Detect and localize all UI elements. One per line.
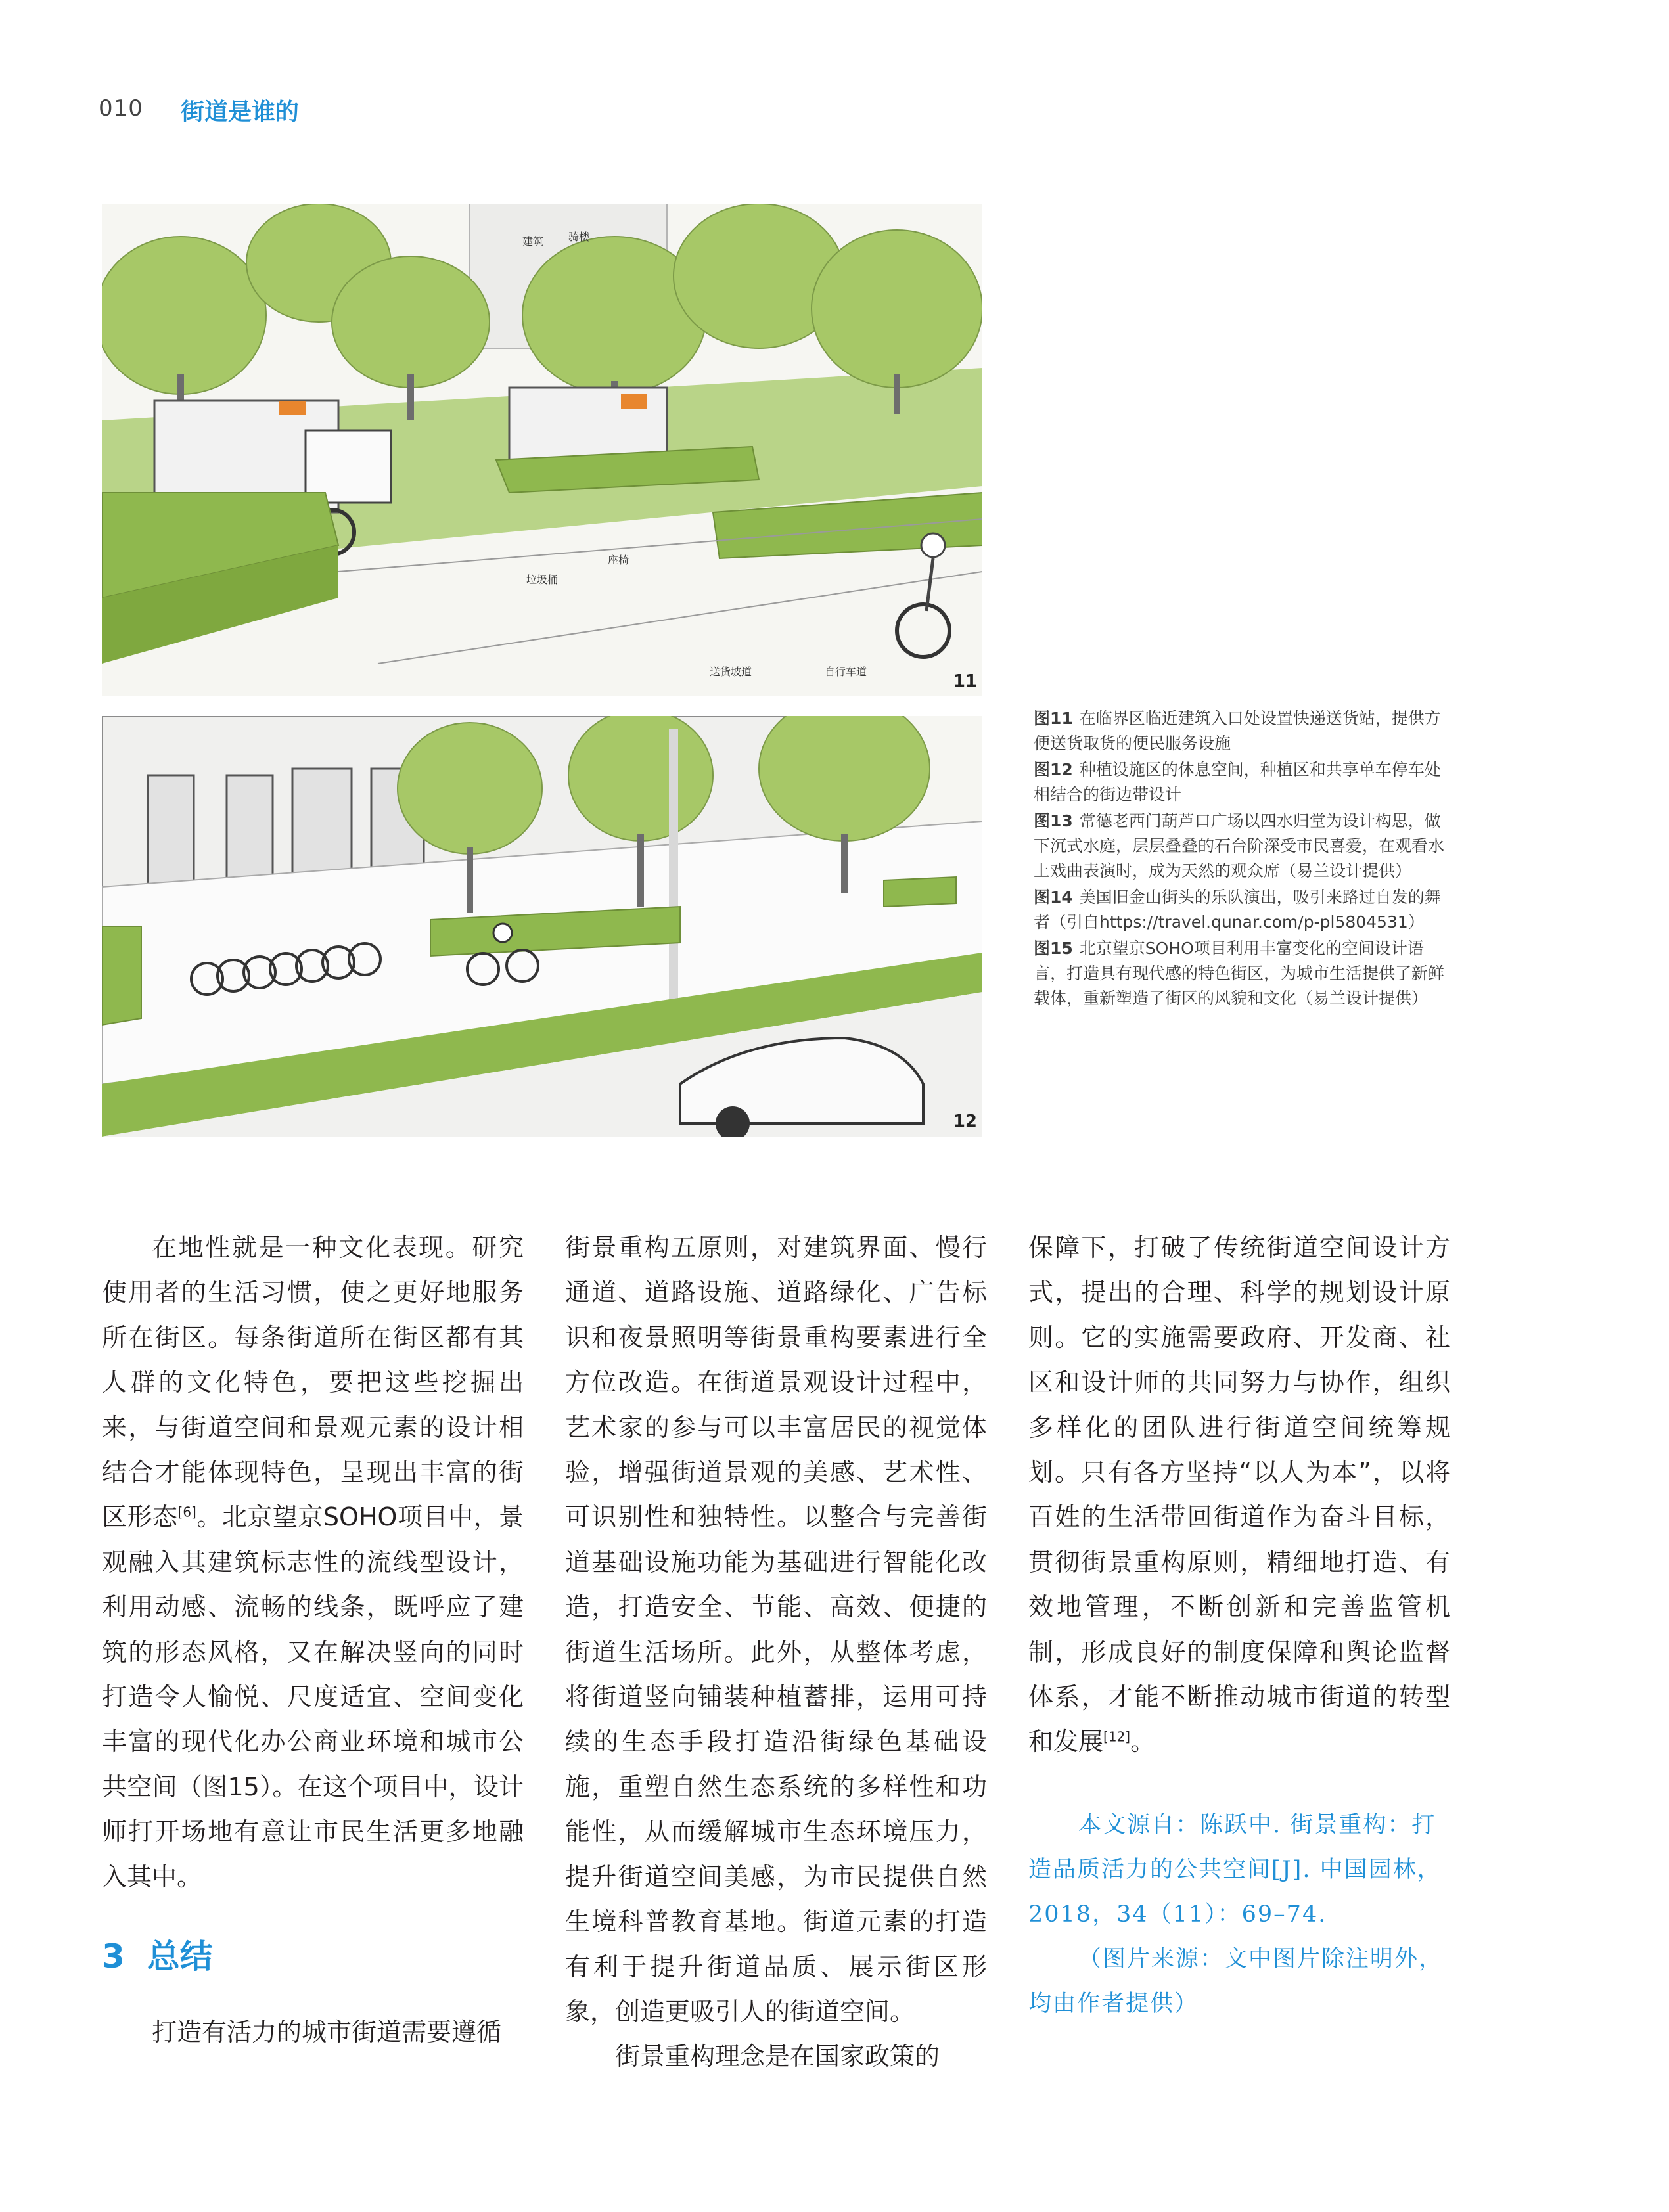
caption-fig11 [1034, 706, 1454, 756]
caption-fig14 [1034, 885, 1454, 935]
caption-number: 图14 [1034, 888, 1073, 907]
caption-text: 在临界区临近建筑入口处设置快递送货站，提供方便送货取货的便民服务设施 [1034, 709, 1441, 753]
section-number: 3 [102, 1937, 125, 1976]
image-source-note: （图片来源：文中图片除注明外，均由作者提供） [1028, 1945, 1444, 2017]
figure-12-number: 12 [953, 1112, 977, 1131]
figure-11-label-delivery-ramp: 送货坡道 [710, 666, 752, 678]
caption-number: 图15 [1034, 939, 1073, 958]
caption-text: 常德老西门葫芦口广场以四水归堂为设计构思，做下沉式水庭，层层叠叠的石台阶深受市民喜爱，在观看水上戏曲表演时，成为天然的观众席（易兰设计提供） [1034, 811, 1445, 880]
street-delivery-station-drawing [102, 204, 982, 696]
page-number: 010 [99, 95, 143, 122]
body-paragraph [102, 1225, 524, 1899]
figure-11-illustration [102, 204, 982, 696]
body-paragraph: 街景重构理念是在国家政策的 [615, 2042, 940, 2071]
body-text: 在地性就是一种文化表现。研究使用者的生活习惯，使之更好地服务所在街区。每条街道所在街区都有其人群的文化特色，要把这些挖掘出来，与街道空间和景观元素的设计相结合才能体现特色，呈现出丰富的街区形态 [102, 1233, 524, 1532]
body-paragraph [1028, 1225, 1450, 1765]
caption-number: 图12 [1034, 760, 1073, 779]
body-paragraph: 打造有活力的城市街道需要遵循 [152, 2018, 502, 2047]
citation-ref: [12] [1103, 1728, 1131, 1745]
figure-11-label-arcade: 骑楼 [568, 231, 590, 243]
figure-11-number: 11 [953, 671, 977, 691]
caption-text: 种植设施区的休息空间，种植区和共享单车停车处相结合的街边带设计 [1034, 760, 1441, 804]
caption-fig15 [1034, 936, 1454, 1011]
caption-fig12 [1034, 757, 1454, 807]
figure-11-label-trash-bin: 垃圾桶 [526, 574, 559, 586]
caption-number: 图13 [1034, 811, 1073, 830]
section-heading [102, 1933, 524, 1979]
body-column-1 [102, 1225, 524, 2055]
figure-12-illustration [102, 716, 982, 1137]
body-text: 。 [1130, 1727, 1156, 1757]
source-citation: 本文源自：陈跃中. 街景重构：打造品质活力的公共空间[J]. 中国园林，2018，34（11）：69–74. [1028, 1811, 1442, 1928]
body-column-2 [565, 1225, 987, 2079]
figure-11-label-building: 建筑 [522, 235, 544, 248]
caption-text: 美国旧金山街头的乐队演出，吸引来路过自发的舞者（引自https://travel.qunar.com/p-pl5804531） [1034, 888, 1441, 932]
figure-captions [1034, 706, 1454, 1012]
figure-11-label-bike-lane: 自行车道 [825, 666, 867, 678]
section-title: 总结 [147, 1937, 213, 1976]
figure-11-label-seat: 座椅 [608, 554, 629, 566]
running-title: 街道是谁的 [181, 99, 300, 125]
caption-text: 北京望京SOHO项目利用丰富变化的空间设计语言，打造具有现代感的特色街区，为城市生活提供了新鲜载体，重新塑造了街区的风貌和文化（易兰设计提供） [1034, 939, 1445, 1008]
planting-zone-bike-parking-drawing [102, 716, 982, 1137]
body-text: 。北京望京SOHO项目中，景观融入其建筑标志性的流线型设计，利用动感、流畅的线条，既呼应了建筑的形态风格，又在解决竖向的同时打造令人愉悦、尺度适宜、空间变化丰富的现代化办公商业环境和城市公共空间（图15）。在这个项目中，设计师打开场地有意让市民生活更多地融入其中。 [102, 1502, 524, 1891]
citation-ref: [6] [177, 1504, 196, 1520]
caption-number: 图11 [1034, 709, 1073, 728]
body-text: 保障下，打破了传统街道空间设计方式，提出的合理、科学的规划设计原则。它的实施需要政府、开发商、社区和设计师的共同努力与协作，组织多样化的团队进行街道空间统筹规划。只有各方坚持“以人为本”，以将百姓的生活带回街道作为奋斗目标，贯彻街景重构原则，精细地打造、有效地管理，不断创新和完善监管机制，形成良好的制度保障和舆论监督体系，才能不断推动城市街道的转型和发展 [1028, 1233, 1450, 1757]
body-paragraph: 街景重构五原则，对建筑界面、慢行通道、道路设施、道路绿化、广告标识和夜景照明等街景重构要素进行全方位改造。在街道景观设计过程中，艺术家的参与可以丰富居民的视觉体验，增强街道景观的美感、艺术性、可识别性和独特性。以整合与完善街道基础设施功能为基础进行智能化改造，打造安全、节能、高效、便捷的街道生活场所。此外，从整体考虑，将街道竖向铺装种植蓄排，运用可持续的生态手段打造沿街绿色基础设施，重塑自然生态系统的多样性和功能性，从而缓解城市生态环境压力，提升街道空间美感，为市民提供自然生境科普教育基地。街道元素的打造有利于提升街道品质、展示街区形象，创造更吸引人的街道空间。 [565, 1233, 987, 2026]
caption-fig13 [1034, 809, 1454, 884]
body-column-3 [1028, 1225, 1450, 2026]
